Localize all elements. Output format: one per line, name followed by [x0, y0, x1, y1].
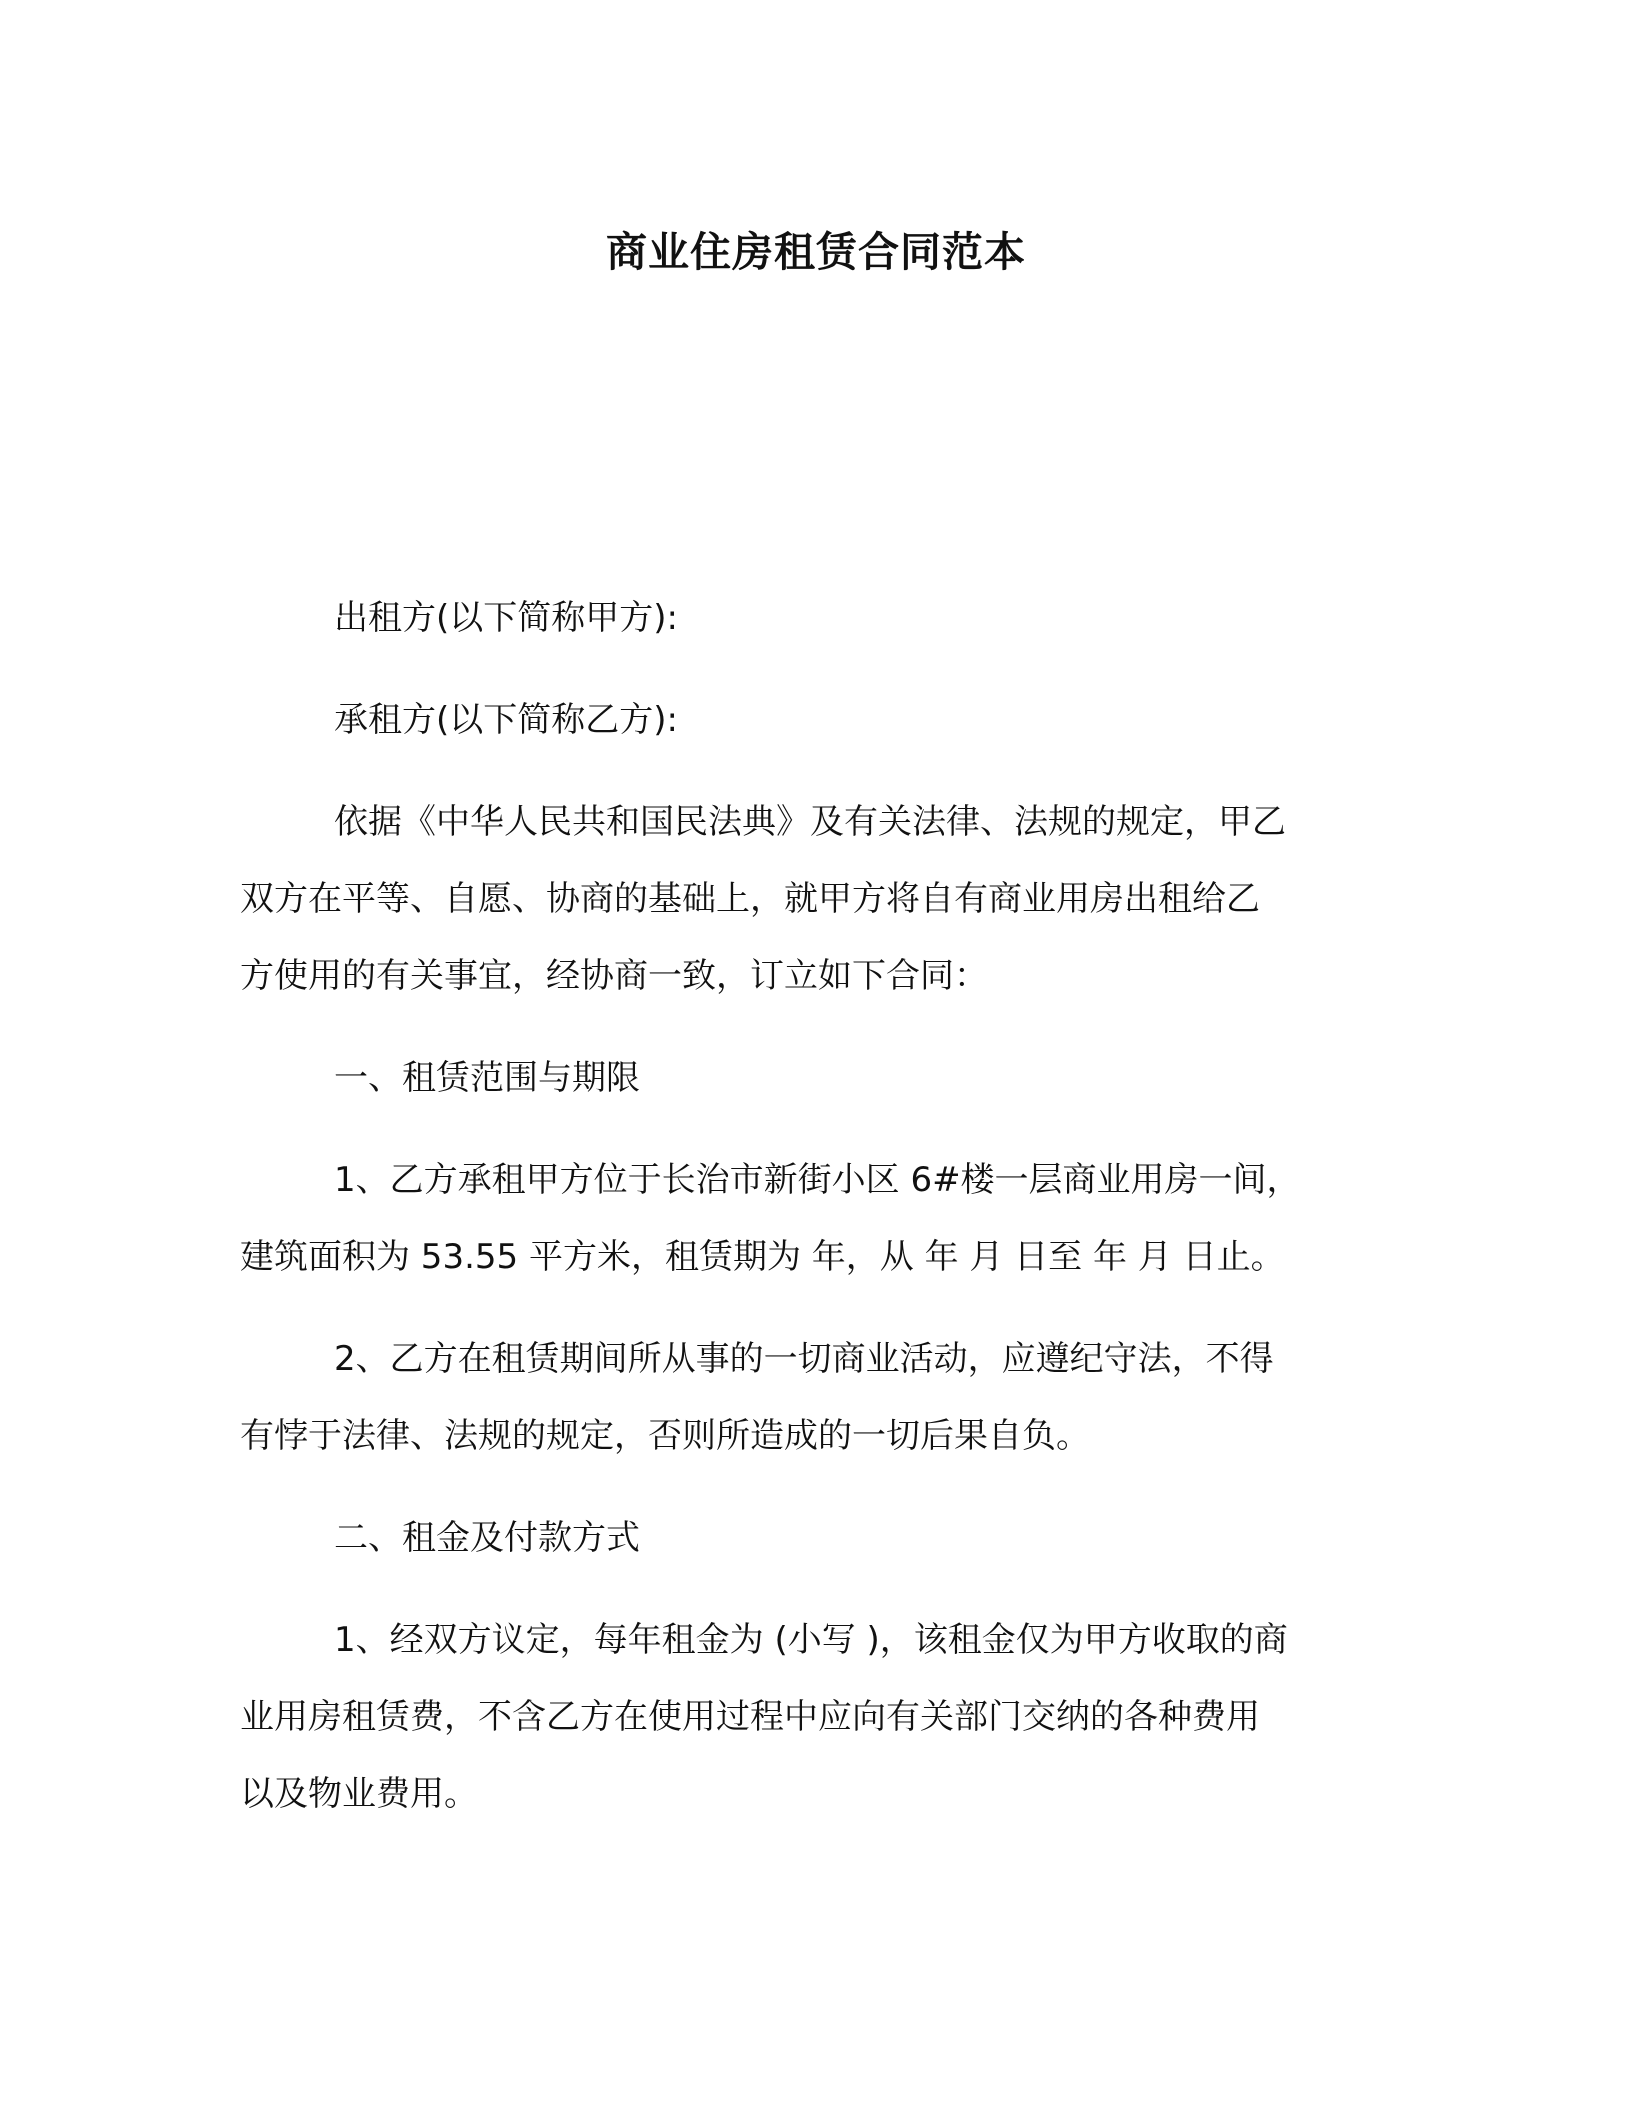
clause-1-1-line-2: 建筑面积为 53.55 平方米，租赁期为 年，从 年 月 日至 年 月 日止。 — [240, 1237, 1285, 1277]
clause-1-2-line-1: 2、乙方在租赁期间所从事的一切商业活动，应遵纪守法，不得 — [334, 1339, 1274, 1379]
clause-2-1-line-1: 1、经双方议定，每年租金为 (小写 )，该租金仅为甲方收取的商 — [334, 1620, 1288, 1660]
clause-2-1-line-3: 以及物业费用。 — [240, 1774, 478, 1814]
preamble-line-1: 依据《中华人民共和国民法典》及有关法律、法规的规定，甲乙 — [334, 802, 1286, 842]
section-heading-1: 一、租赁范围与期限 — [334, 1058, 640, 1098]
document-title: 商业住房租赁合同范本 — [606, 228, 1026, 276]
preamble-line-3: 方使用的有关事宜，经协商一致，订立如下合同： — [240, 956, 988, 996]
preamble-line-2: 双方在平等、自愿、协商的基础上，就甲方将自有商业用房出租给乙 — [240, 879, 1260, 919]
clause-2-1-line-2: 业用房租赁费，不含乙方在使用过程中应向有关部门交纳的各种费用 — [240, 1697, 1260, 1737]
clause-1-2-line-2: 有悖于法律、法规的规定，否则所造成的一切后果自负。 — [240, 1416, 1090, 1456]
lessor-line: 出租方(以下简称甲方): — [334, 598, 678, 638]
section-heading-2: 二、租金及付款方式 — [334, 1518, 640, 1558]
clause-1-1-line-1: 1、乙方承租甲方位于长治市新街小区 6#楼一层商业用房一间， — [334, 1160, 1301, 1200]
lessee-line: 承租方(以下简称乙方): — [334, 700, 678, 740]
